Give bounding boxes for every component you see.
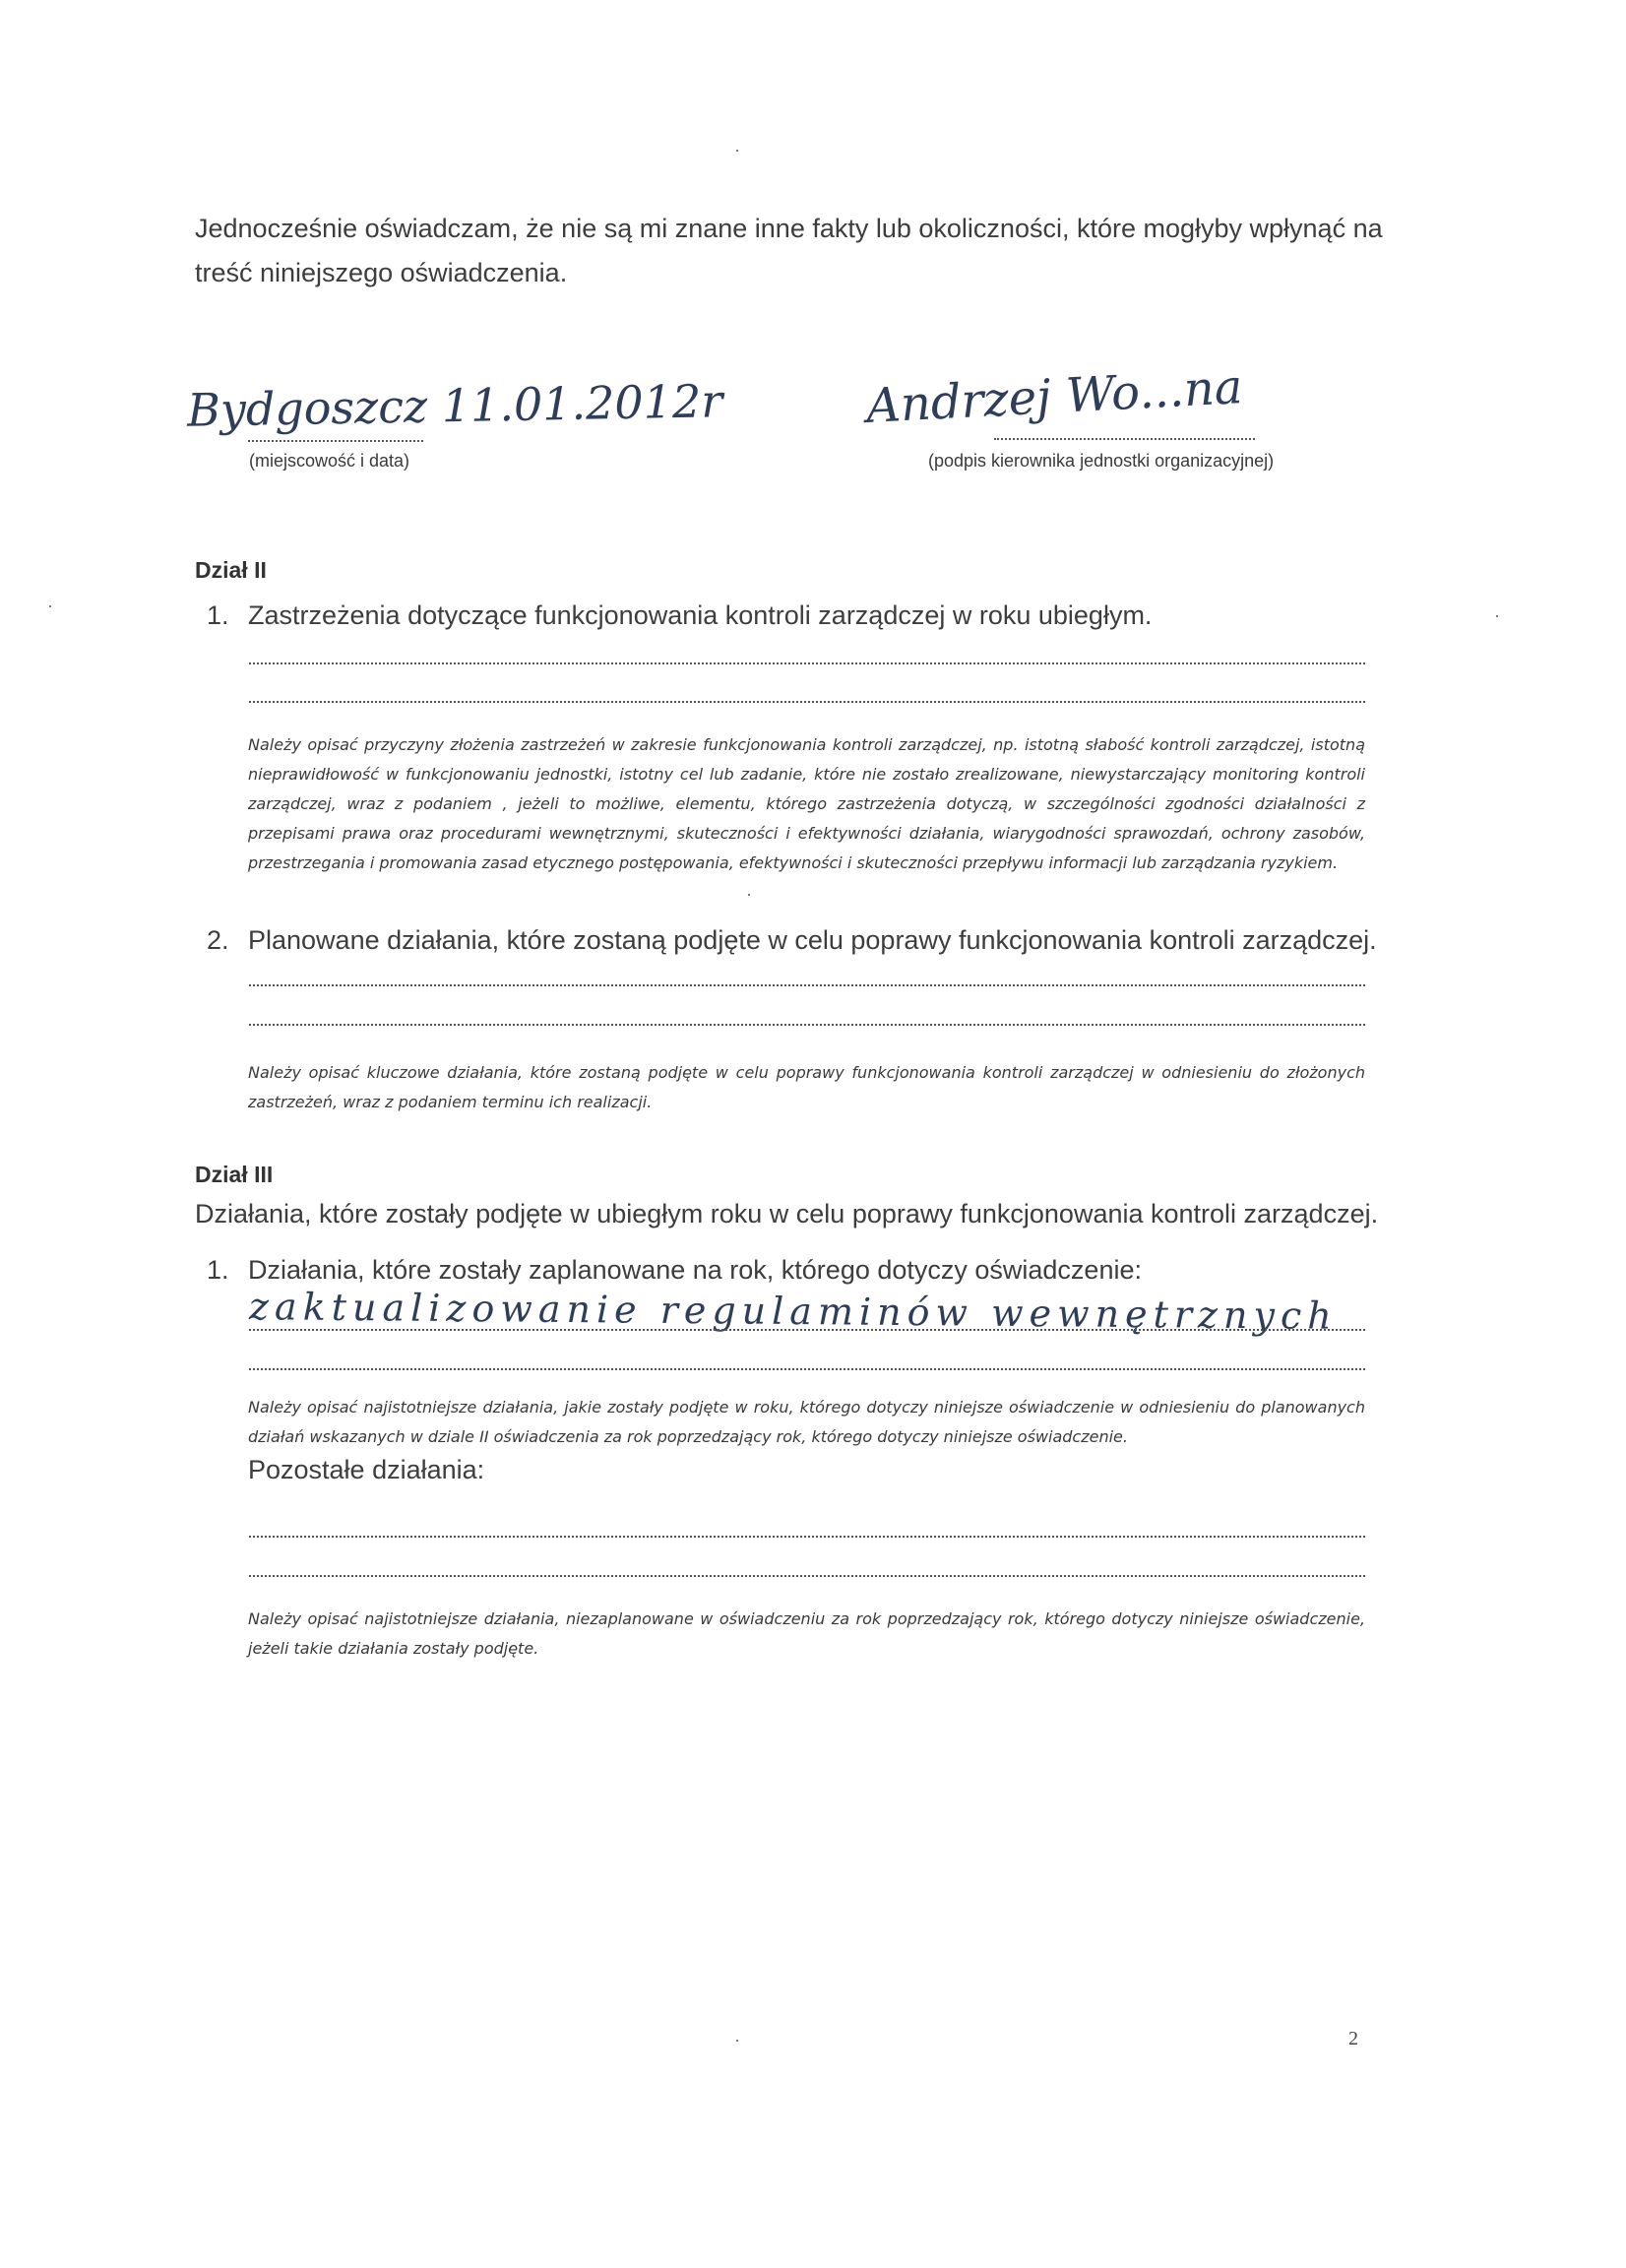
- item-text: Działania, które zostały zaplanowane na rok, którego dotyczy oświadczenie:: [248, 1255, 1142, 1285]
- item-number: 2.: [207, 925, 229, 955]
- answer-line-3-1b: [249, 1368, 1365, 1370]
- answer-line-3-2a: [249, 1536, 1365, 1538]
- answer-line-2-1a: [249, 662, 1365, 664]
- signature-caption: (podpis kierownika jednostki organizacyjnej): [928, 451, 1275, 471]
- answer-line-2-1b: [249, 701, 1365, 703]
- section-3-note-2: Należy opisać najistotniejsze działania, niezaplanowane w oświadczeniu za rok poprzedzający rok, którego dotyczy niniejsze oświadczenie, jeżeli takie działania zostały podjęte.: [248, 1609, 1365, 1658]
- scan-speck: [736, 2040, 738, 2042]
- section-3-subtitle: Działania, które zostały podjęte w ubiegłym roku w celu poprawy funkcjonowania kontroli zarządczej.: [195, 1199, 1379, 1228]
- scan-speck: [49, 605, 51, 607]
- signature-handwritten: Andrzej Wo...na: [864, 359, 1244, 434]
- scan-speck: [736, 150, 738, 152]
- item-text: Planowane działania, które zostaną podjęte w celu poprawy funkcjonowania kontroli zarządczej.: [248, 925, 1377, 955]
- section-2-item-1: [207, 600, 1388, 631]
- answer-line-3-1a: [249, 1329, 1365, 1331]
- other-actions-label: Pozostałe działania:: [248, 1455, 485, 1484]
- statement-line-2: treść niniejszego oświadczenia.: [195, 258, 568, 287]
- answer-line-2-2a: [249, 984, 1365, 986]
- place-date-handwritten: Bydgoszcz 11.01.2012r: [186, 374, 723, 437]
- section-3-note-1: Należy opisać najistotniejsze działania, jakie zostały podjęte w roku, którego dotyczy niniejsze oświadczenie w odniesieniu do planowanych działań wskazanych w dziale II oświadczenia za rok poprzedzający rok, którego dotyczy niniejsze oświadczenie.: [248, 1398, 1365, 1446]
- section-3-title: Dział III: [195, 1162, 274, 1187]
- place-date-caption: (miejscowość i data): [249, 451, 410, 471]
- scan-speck: [748, 894, 750, 896]
- item-number: 1.: [207, 600, 229, 630]
- section-2-title: Dział II: [195, 557, 267, 583]
- handwritten-answer: zaktualizowanie regulaminów wewnętrznych: [248, 1285, 1338, 1338]
- section-3-item-1: [207, 1255, 1388, 1286]
- section-2-item-2: [207, 925, 1388, 956]
- signature-line: [994, 438, 1255, 440]
- item-number: 1.: [207, 1255, 229, 1285]
- section-2-note-1: Należy opisać przyczyny złożenia zastrzeżeń w zakresie funkcjonowania kontroli zarządczej, np. istotną słabość kontroli zarządczej, istotną nieprawidłowość w funkcjonowaniu jednostki, istotny cel lub zadanie, które nie zostało zrealizowane, niewystarczający monitoring kontroli zarządczej, wraz z podaniem , jeżeli to możliwe, elementu, którego zastrzeżenia dotyczą, w szczególności zgodności działalności z przepisami prawa oraz procedurami wewnętrznymi, skuteczności i efektywności działania, wiarygodności sprawozdań, ochrony zasobów, przestrzegania i promowania zasad etycznego postępowania, efektywności i skuteczności przepływu informacji lub zarządzania ryzykiem.: [248, 735, 1365, 872]
- answer-line-2-2b: [249, 1024, 1365, 1026]
- statement-paragraph: [195, 207, 1435, 295]
- item-text: Zastrzeżenia dotyczące funkcjonowania kontroli zarządczej w roku ubiegłym.: [248, 600, 1153, 630]
- page-number: 2: [1348, 2028, 1358, 2049]
- statement-line-1: Jednocześnie oświadczam, że nie są mi znane inne fakty lub okoliczności, które mogłyby wpłynąć na: [195, 214, 1383, 243]
- answer-line-3-2b: [249, 1575, 1365, 1577]
- place-date-line: [248, 440, 423, 442]
- scan-speck: [1496, 615, 1498, 617]
- section-2-note-2: Należy opisać kluczowe działania, które zostaną podjęte w celu poprawy funkcjonowania kontroli zarządczej w odniesieniu do złożonych zastrzeżeń, wraz z podaniem terminu ich realizacji.: [248, 1063, 1365, 1111]
